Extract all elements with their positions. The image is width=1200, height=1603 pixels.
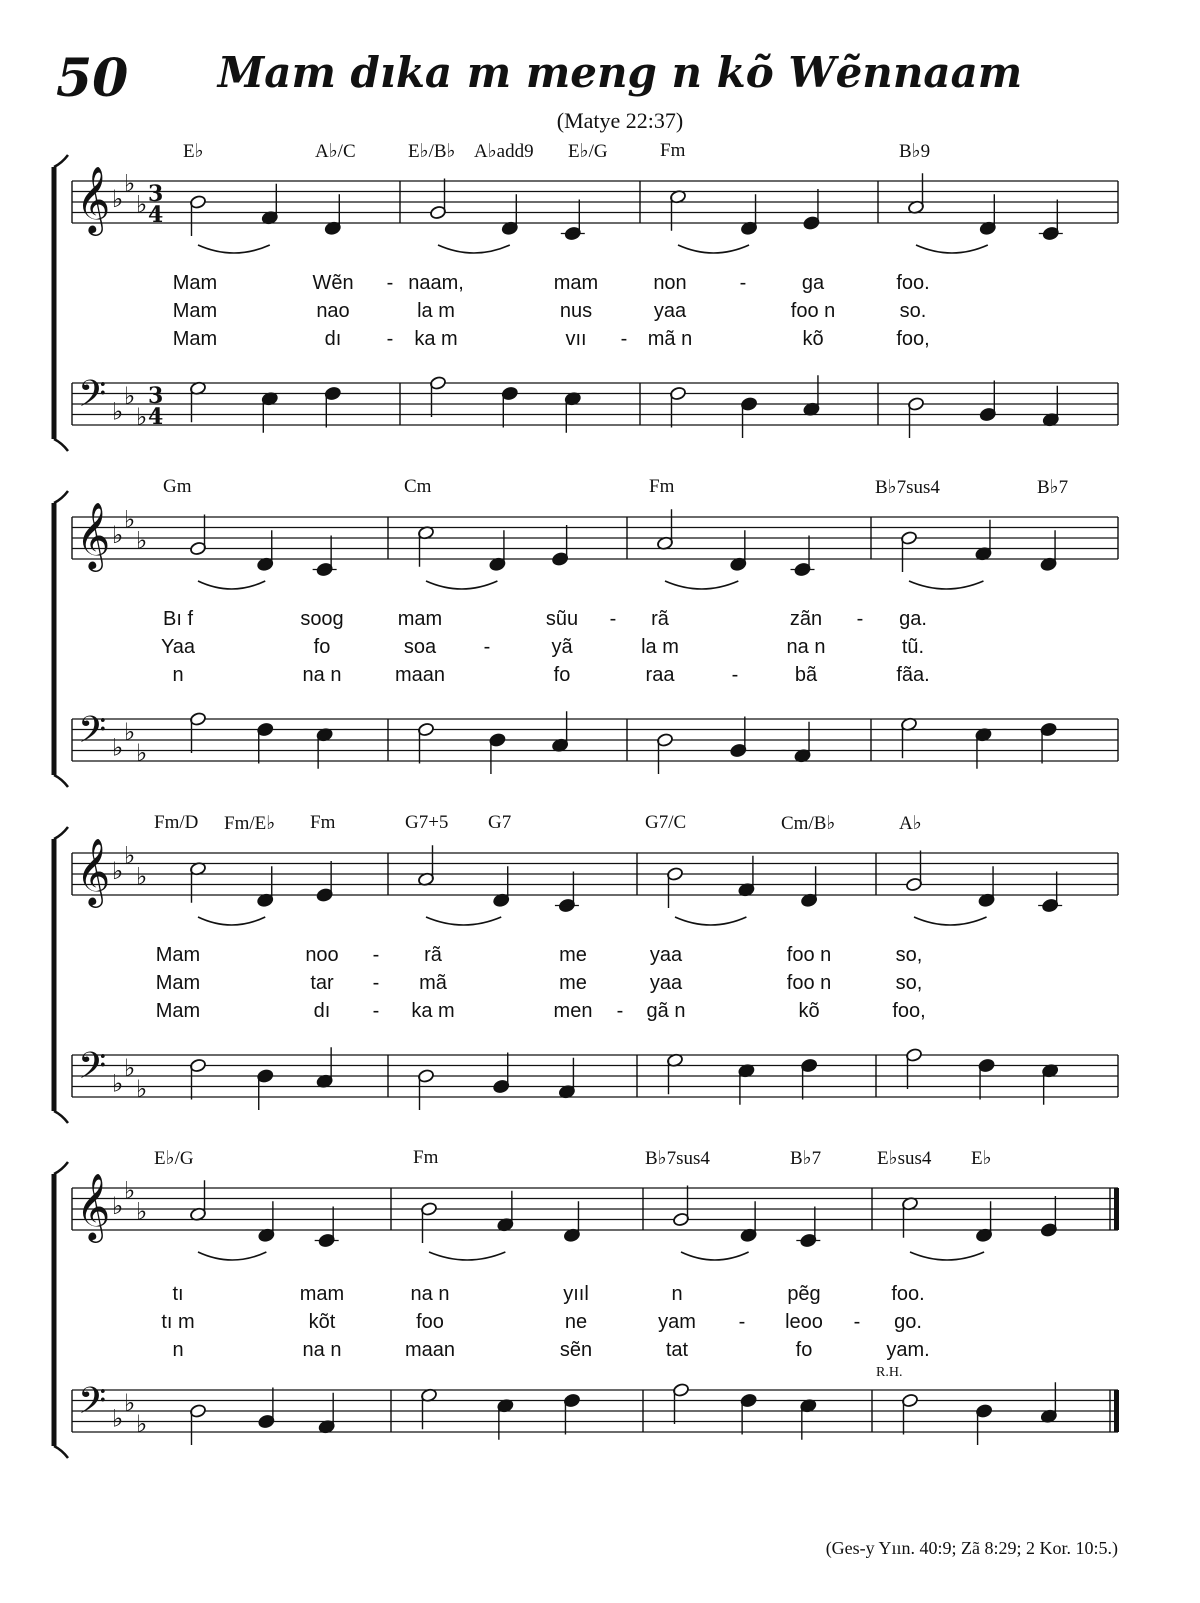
lyric-syllable: mam bbox=[553, 272, 599, 294]
lyric-syllable: maan bbox=[404, 1339, 456, 1361]
time-signature: 4 bbox=[148, 202, 164, 228]
chord-symbol: G7/C bbox=[645, 812, 687, 833]
lyric-syllable: pẽg bbox=[787, 1283, 821, 1305]
lyric-syllable: fo bbox=[795, 1339, 813, 1361]
verse-3-line bbox=[0, 1000, 1200, 1028]
lyric-syllable: so. bbox=[899, 300, 927, 322]
system-bracket bbox=[54, 439, 68, 451]
final-barline bbox=[1114, 1188, 1119, 1230]
lyric-syllable: raa bbox=[645, 664, 675, 686]
chord-symbol: Gm bbox=[163, 476, 192, 497]
verse-2-line bbox=[0, 1311, 1200, 1339]
flat-accidental: ♭ bbox=[136, 1197, 148, 1226]
lyric-syllable: foo n bbox=[786, 972, 832, 994]
flat-accidental: ♭ bbox=[112, 733, 124, 762]
verse-3-line bbox=[0, 328, 1200, 356]
lyric-syllable: rã bbox=[651, 608, 669, 630]
chord-symbol: Fm bbox=[310, 812, 336, 833]
performance-mark: R.H. bbox=[876, 1365, 903, 1380]
lyric-syllable: Mam bbox=[155, 1000, 201, 1022]
lyric-syllable: soog bbox=[300, 608, 344, 630]
system-bracket bbox=[54, 491, 68, 503]
lyric-hyphen: - bbox=[620, 328, 628, 350]
lyric-syllable: tar bbox=[310, 972, 334, 994]
lyric-syllable: ka m bbox=[414, 328, 458, 350]
chord-symbol: Fm bbox=[413, 1147, 439, 1168]
lyric-syllable: kõ bbox=[798, 1000, 820, 1022]
lyric-syllable: foo, bbox=[892, 1000, 926, 1022]
system-bracket bbox=[54, 1162, 68, 1174]
treble-clef-icon: 𝄞 bbox=[76, 1172, 111, 1240]
chord-symbol: B♭7sus4 bbox=[875, 477, 940, 498]
flat-accidental: ♭ bbox=[136, 190, 148, 219]
flat-accidental: ♭ bbox=[112, 521, 124, 549]
lyric-syllable: foo. bbox=[896, 272, 930, 294]
lyric-syllable: nao bbox=[316, 300, 350, 322]
treble-clef-icon: 𝄞 bbox=[76, 837, 111, 905]
verse-2-line bbox=[0, 636, 1200, 664]
chord-symbol: E♭ bbox=[971, 1148, 992, 1169]
lyric-syllable: dı bbox=[313, 1000, 331, 1022]
lyric-syllable: rã bbox=[424, 944, 442, 966]
system-bracket bbox=[54, 1111, 68, 1123]
bass-clef-icon: 𝄢 bbox=[78, 1380, 107, 1431]
flat-accidental: ♭ bbox=[124, 1053, 136, 1082]
lyric-syllable: gã n bbox=[646, 1000, 686, 1022]
lyric-syllable: tũ. bbox=[901, 636, 925, 658]
chord-symbol: A♭add9 bbox=[474, 141, 534, 162]
lyric-hyphen: - bbox=[738, 1311, 746, 1333]
verse-2-line bbox=[0, 972, 1200, 1000]
verse-1-line bbox=[0, 608, 1200, 636]
lyric-syllable: soa bbox=[403, 636, 437, 658]
slur bbox=[678, 245, 749, 253]
lyric-syllable: ga. bbox=[899, 608, 927, 630]
lyric-syllable: zãn bbox=[789, 608, 823, 630]
flat-accidental: ♭ bbox=[124, 169, 136, 198]
bass-clef-icon: 𝄢 bbox=[78, 709, 107, 760]
lyric-syllable: na n bbox=[410, 1283, 450, 1305]
time-signature: 3 bbox=[148, 181, 164, 207]
chord-symbol: B♭7sus4 bbox=[645, 1148, 710, 1169]
treble-clef-icon: 𝄞 bbox=[76, 501, 111, 569]
lyric-syllable: yam. bbox=[886, 1339, 930, 1361]
time-signature: 3 bbox=[148, 383, 164, 409]
bass-clef-icon: 𝄢 bbox=[78, 1045, 107, 1096]
lyric-syllable: ne bbox=[564, 1311, 588, 1333]
lyric-syllable: fo bbox=[313, 636, 331, 658]
slur bbox=[198, 581, 265, 589]
system-4 bbox=[0, 1147, 1200, 1467]
flat-accidental: ♭ bbox=[136, 402, 148, 431]
chord-symbol: Fm bbox=[660, 140, 686, 161]
lyric-hyphen: - bbox=[731, 664, 739, 686]
lyric-syllable: la m bbox=[417, 300, 455, 322]
lyric-syllable: foo n bbox=[790, 300, 836, 322]
verse-3-line bbox=[0, 664, 1200, 692]
lyric-syllable: Mam bbox=[155, 972, 201, 994]
chord-symbol: Fm/D bbox=[154, 812, 199, 833]
lyric-syllable: non bbox=[653, 272, 687, 294]
flat-accidental: ♭ bbox=[112, 185, 124, 213]
lyric-syllable: Mam bbox=[172, 328, 218, 350]
scripture-footnote: (Ges-y Yıın. 40:9; Zã 8:29; 2 Kor. 10:5.) bbox=[825, 1538, 1118, 1558]
hymn-number: 50 bbox=[56, 48, 129, 109]
lyric-syllable: yaa bbox=[649, 972, 683, 994]
lyric-syllable: tı m bbox=[161, 1311, 195, 1333]
hymn-title: Mam dıka m meng n kõ Wẽnnaam bbox=[217, 48, 1023, 97]
verse-1-line bbox=[0, 1283, 1200, 1311]
lyric-hyphen: - bbox=[386, 272, 394, 294]
system-3 bbox=[0, 812, 1200, 1132]
chord-symbol: E♭/G bbox=[568, 141, 608, 162]
lyric-syllable: vıı bbox=[565, 328, 587, 350]
lyric-syllable: bã bbox=[794, 664, 818, 686]
flat-accidental: ♭ bbox=[124, 717, 136, 746]
lyric-syllable: naam, bbox=[408, 272, 464, 294]
system-1 bbox=[0, 140, 1200, 460]
lyric-syllable: foo bbox=[416, 1311, 444, 1333]
lyric-syllable: ka m bbox=[411, 1000, 455, 1022]
lyric-syllable: yã bbox=[551, 636, 573, 658]
verse-2-line bbox=[0, 300, 1200, 328]
lyric-syllable: me bbox=[559, 972, 587, 994]
lyric-syllable: fo bbox=[553, 664, 571, 686]
lyric-hyphen: - bbox=[372, 1000, 380, 1022]
final-barline bbox=[1114, 1390, 1119, 1432]
lyric-syllable: fãa. bbox=[896, 664, 930, 686]
lyric-syllable: la m bbox=[641, 636, 679, 658]
verse-1-line bbox=[0, 272, 1200, 300]
system-2 bbox=[0, 476, 1200, 796]
chord-symbol: B♭7 bbox=[790, 1148, 822, 1169]
lyric-syllable: sũu bbox=[545, 608, 579, 630]
lyric-hyphen: - bbox=[739, 272, 747, 294]
lyric-hyphen: - bbox=[483, 636, 491, 658]
flat-accidental: ♭ bbox=[124, 841, 136, 870]
lyric-hyphen: - bbox=[609, 608, 617, 630]
flat-accidental: ♭ bbox=[136, 526, 148, 555]
lyric-syllable: yam bbox=[658, 1311, 696, 1333]
flat-accidental: ♭ bbox=[112, 397, 124, 426]
flat-accidental: ♭ bbox=[124, 1388, 136, 1417]
chord-symbol: E♭/G bbox=[154, 1148, 194, 1169]
chord-symbol: A♭ bbox=[899, 813, 922, 834]
lyric-syllable: ga bbox=[801, 272, 825, 294]
flat-accidental: ♭ bbox=[112, 1069, 124, 1098]
chord-symbol: E♭sus4 bbox=[877, 1148, 932, 1169]
verse-3-line bbox=[0, 1339, 1200, 1367]
chord-symbol: Fm/E♭ bbox=[224, 813, 276, 834]
flat-accidental: ♭ bbox=[112, 1404, 124, 1433]
lyric-syllable: dı bbox=[324, 328, 342, 350]
lyric-syllable: tat bbox=[665, 1339, 689, 1361]
lyric-syllable: Mam bbox=[172, 272, 218, 294]
lyric-syllable: n bbox=[172, 664, 184, 686]
lyric-syllable: mam bbox=[299, 1283, 345, 1305]
lyric-syllable: mã n bbox=[647, 328, 693, 350]
lyric-syllable: yaa bbox=[649, 944, 683, 966]
slur bbox=[916, 245, 988, 253]
lyric-syllable: Mam bbox=[155, 944, 201, 966]
bass-clef-icon: 𝄢 bbox=[78, 373, 107, 424]
lyric-syllable: mam bbox=[397, 608, 443, 630]
lyric-syllable: kõ bbox=[802, 328, 824, 350]
lyric-syllable: men bbox=[553, 1000, 593, 1022]
chord-symbol: A♭/C bbox=[315, 141, 356, 162]
flat-accidental: ♭ bbox=[124, 381, 136, 410]
lyric-syllable: noo bbox=[305, 944, 339, 966]
lyric-syllable: Yaa bbox=[160, 636, 196, 658]
chord-symbol: G7+5 bbox=[405, 812, 449, 833]
system-bracket bbox=[54, 827, 68, 839]
slur bbox=[675, 917, 746, 925]
slur bbox=[198, 1252, 266, 1260]
lyric-syllable: na n bbox=[302, 664, 342, 686]
lyric-hyphen: - bbox=[856, 608, 864, 630]
slur bbox=[665, 581, 738, 589]
flat-accidental: ♭ bbox=[136, 1409, 148, 1438]
flat-accidental: ♭ bbox=[136, 738, 148, 767]
chord-symbol: B♭7 bbox=[1037, 477, 1069, 498]
lyric-hyphen: - bbox=[853, 1311, 861, 1333]
slur bbox=[910, 1252, 984, 1260]
lyric-syllable: Wẽn bbox=[312, 272, 354, 294]
lyric-syllable: tı bbox=[172, 1283, 184, 1305]
lyric-syllable: nus bbox=[559, 300, 593, 322]
treble-clef-icon: 𝄞 bbox=[76, 165, 111, 233]
chord-symbol: B♭9 bbox=[899, 141, 931, 162]
lyric-syllable: foo n bbox=[786, 944, 832, 966]
lyric-syllable: foo, bbox=[896, 328, 930, 350]
lyric-syllable: maan bbox=[394, 664, 446, 686]
flat-accidental: ♭ bbox=[124, 505, 136, 534]
lyric-syllable: so, bbox=[895, 944, 923, 966]
flat-accidental: ♭ bbox=[124, 1176, 136, 1205]
time-signature: 4 bbox=[148, 404, 164, 430]
slur bbox=[198, 917, 265, 925]
slur bbox=[429, 1252, 505, 1260]
lyric-hyphen: - bbox=[386, 328, 394, 350]
chord-symbol: Cm bbox=[404, 476, 432, 497]
lyric-syllable: na n bbox=[786, 636, 826, 658]
lyric-syllable: me bbox=[559, 944, 587, 966]
lyric-syllable: kõt bbox=[308, 1311, 336, 1333]
slur bbox=[681, 1252, 749, 1260]
lyric-syllable: sẽn bbox=[559, 1339, 593, 1361]
lyric-hyphen: - bbox=[372, 944, 380, 966]
lyric-syllable: mã bbox=[419, 972, 447, 994]
chord-symbol: Fm bbox=[649, 476, 675, 497]
lyric-hyphen: - bbox=[616, 1000, 624, 1022]
lyric-syllable: foo. bbox=[891, 1283, 925, 1305]
flat-accidental: ♭ bbox=[112, 1192, 124, 1220]
scripture-reference: (Matye 22:37) bbox=[556, 108, 684, 133]
slur bbox=[426, 581, 497, 589]
slur bbox=[198, 245, 270, 253]
slur bbox=[914, 917, 987, 925]
system-bracket bbox=[54, 1446, 68, 1458]
lyric-syllable: na n bbox=[302, 1339, 342, 1361]
lyric-syllable: go. bbox=[894, 1311, 922, 1333]
flat-accidental: ♭ bbox=[112, 857, 124, 885]
flat-accidental: ♭ bbox=[136, 1074, 148, 1103]
system-bracket bbox=[54, 155, 68, 167]
chord-symbol: G7 bbox=[488, 812, 512, 833]
lyric-syllable: yııl bbox=[563, 1283, 589, 1305]
verse-1-line bbox=[0, 944, 1200, 972]
lyric-syllable: leoo bbox=[785, 1311, 823, 1333]
lyric-hyphen: - bbox=[372, 972, 380, 994]
slur bbox=[438, 245, 510, 253]
chord-symbol: Cm/B♭ bbox=[781, 813, 836, 834]
lyric-syllable: n bbox=[671, 1283, 683, 1305]
lyric-syllable: so, bbox=[895, 972, 923, 994]
slur bbox=[909, 581, 983, 589]
lyric-syllable: yaa bbox=[653, 300, 687, 322]
lyric-syllable: n bbox=[172, 1339, 184, 1361]
flat-accidental: ♭ bbox=[136, 862, 148, 891]
slur bbox=[426, 917, 501, 925]
chord-symbol: E♭/B♭ bbox=[408, 141, 456, 162]
lyric-syllable: Bı f bbox=[162, 608, 194, 630]
system-bracket bbox=[54, 775, 68, 787]
chord-symbol: E♭ bbox=[183, 141, 204, 162]
lyric-syllable: Mam bbox=[172, 300, 218, 322]
